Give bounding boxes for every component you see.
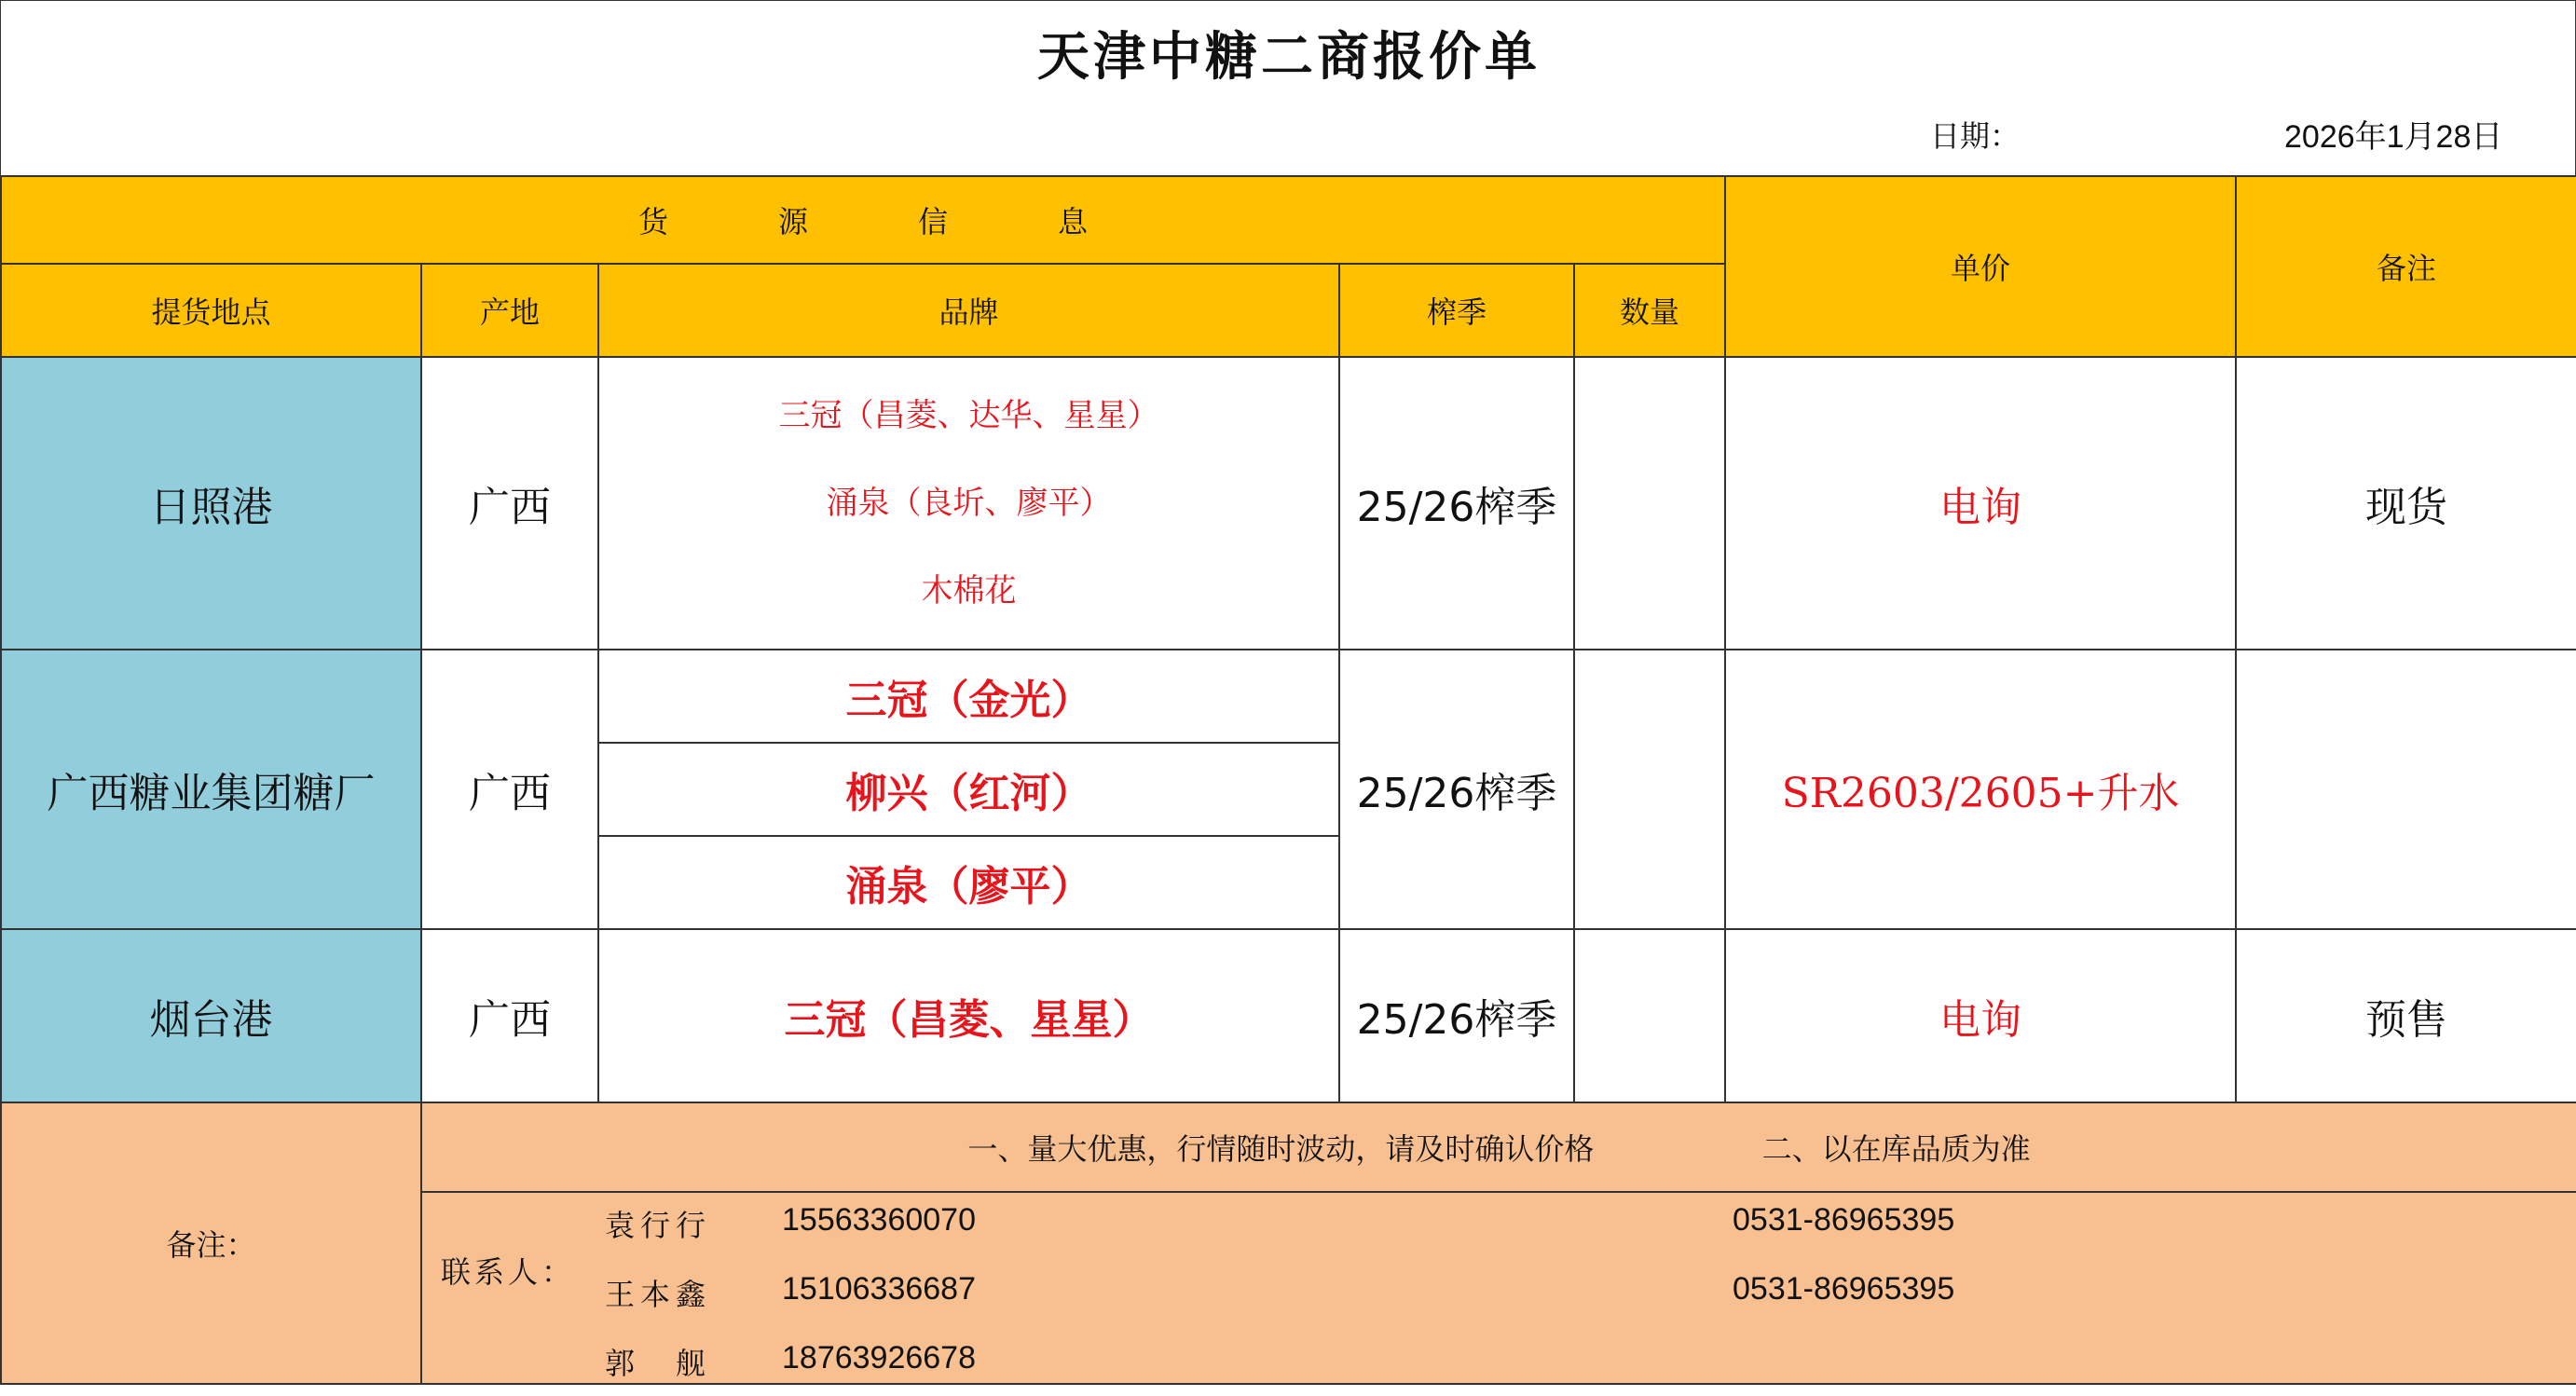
contact-name: 王本鑫 — [605, 1277, 712, 1312]
brand-line: 木棉花 — [921, 572, 1017, 609]
brand-cell: 柳兴（红河） — [598, 743, 1339, 836]
origin-cell: 广西 — [421, 929, 598, 1102]
quantity-column-header: 数量 — [1574, 264, 1725, 357]
remark-cell: 预售 — [2236, 929, 2576, 1102]
brand-cell — [598, 357, 1339, 650]
remark-cell: 现货 — [2236, 357, 2576, 650]
table-row — [1, 929, 2576, 1102]
contacts-cell — [421, 1192, 2576, 1384]
note-1: 一、量大优惠，行情随时波动，请及时确认价格 — [967, 1131, 1595, 1167]
table-row — [1, 357, 2576, 650]
group-char: 息 — [1058, 204, 1089, 240]
contact-tel: 0531-86965395 — [1733, 1271, 1955, 1307]
price-column-header: 单价 — [1725, 176, 2236, 357]
contact-name: 郭 舰 — [605, 1346, 712, 1381]
location-column-header: 提货地点 — [1, 264, 421, 357]
quantity-cell — [1574, 357, 1725, 650]
quantity-cell — [1574, 929, 1725, 1102]
group-char: 货 — [638, 204, 669, 240]
quantity-cell — [1574, 650, 1725, 929]
title-area — [0, 0, 2576, 176]
origin-cell: 广西 — [421, 650, 598, 929]
date-label: 日期： — [1930, 118, 2021, 154]
date-value: 2026年1月28日 — [2284, 119, 2503, 155]
brand-cell: 三冠（昌菱、星星） — [598, 929, 1339, 1102]
quote-table — [0, 175, 2576, 1385]
season-cell: 25/26榨季 — [1339, 929, 1574, 1102]
location-cell: 烟台港 — [1, 929, 421, 1102]
group-char: 源 — [778, 204, 809, 240]
source-info-group-header — [1, 176, 1725, 264]
location-cell: 广西糖业集团糖厂 — [1, 650, 421, 929]
contact-name: 袁行行 — [605, 1208, 712, 1243]
contacts-title: 联系人： — [441, 1254, 576, 1290]
contact-mobile: 18763926678 — [782, 1340, 977, 1375]
brand-line: 涌泉（良圻、廖平） — [826, 485, 1112, 522]
price-cell: SR2603/2605+升水 — [1725, 650, 2236, 929]
contact-mobile: 15106336687 — [782, 1271, 977, 1307]
season-cell: 25/26榨季 — [1339, 357, 1574, 650]
contact-mobile: 15563360070 — [782, 1202, 977, 1238]
location-cell: 日照港 — [1, 357, 421, 650]
note-2: 二、以在库品质为准 — [1761, 1131, 2031, 1167]
price-cell: 电询 — [1725, 929, 2236, 1102]
origin-cell: 广西 — [421, 357, 598, 650]
brand-cell: 三冠（金光） — [598, 650, 1339, 743]
remark-cell — [2236, 650, 2576, 929]
page-title: 天津中糖二商报价单 — [1037, 27, 1541, 88]
brand-cell: 涌泉（廖平） — [598, 836, 1339, 929]
brand-column-header: 品牌 — [598, 264, 1339, 357]
brand-line: 三冠（昌菱、达华、星星） — [778, 397, 1159, 434]
origin-column-header: 产地 — [421, 264, 598, 357]
season-cell: 25/26榨季 — [1339, 650, 1574, 929]
footer-label: 备注： — [1, 1102, 421, 1384]
remark-column-header: 备注 — [2236, 176, 2576, 357]
table-row — [1, 650, 2576, 743]
contact-tel: 0531-86965395 — [1733, 1202, 1955, 1238]
season-column-header: 榨季 — [1339, 264, 1574, 357]
group-char: 信 — [918, 204, 949, 240]
notes-cell — [421, 1102, 2576, 1192]
price-cell: 电询 — [1725, 357, 2236, 650]
